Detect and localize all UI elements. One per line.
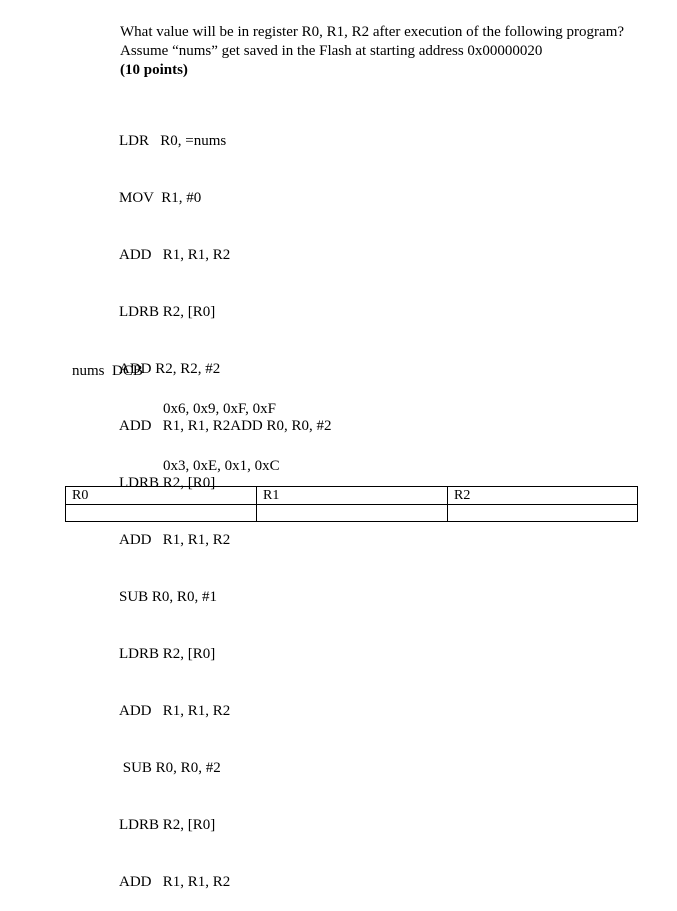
table-answer-row [66, 505, 638, 522]
question-block [120, 23, 640, 80]
data-line: 0x6, 0x9, 0xF, 0xF [163, 401, 276, 417]
code-line: ADD R1, R1, R2 [119, 703, 231, 719]
header-r1: R1 [257, 487, 448, 505]
answer-cell-r1[interactable] [257, 505, 448, 522]
question-points: (10 points) [120, 62, 188, 78]
code-line: LDRB R2, [R0] [119, 817, 216, 833]
header-r2: R2 [448, 487, 638, 505]
code-line: ADD R1, R1, R2 [119, 874, 231, 890]
code-line: LDR R0, =nums [119, 133, 227, 149]
code-line: ADD R2, R2, #2 [119, 361, 221, 377]
answer-cell-r2[interactable] [448, 505, 638, 522]
code-line: LDRB R2, [R0] [119, 304, 216, 320]
data-line: 0x3, 0xE, 0x1, 0xC [163, 458, 280, 474]
data-directive-label: nums DCB [72, 363, 143, 379]
code-line: LDRB R2, [R0] [119, 646, 216, 662]
code-line: ADD R1, R1, R2ADD R0, R0, #2 [119, 418, 332, 434]
header-r0: R0 [66, 487, 257, 505]
data-directive-values [163, 362, 280, 495]
code-line: LDRB R2, [R0] [119, 475, 216, 491]
code-line: SUB R0, R0, #2 [119, 760, 221, 776]
register-answer-table [65, 486, 638, 522]
table-header-row [66, 487, 638, 505]
code-line: ADD R1, R1, R2 [119, 247, 231, 263]
code-line: MOV R1, #0 [119, 190, 202, 206]
question-text: What value will be in register R0, R1, R2 after execution of the following program? Assume “nums” get saved in the Flash at starting address 0x00000020 [120, 24, 625, 59]
answer-cell-r0[interactable] [66, 505, 257, 522]
code-line: ADD R1, R1, R2 [119, 532, 231, 548]
code-line: SUB R0, R0, #1 [119, 589, 217, 605]
